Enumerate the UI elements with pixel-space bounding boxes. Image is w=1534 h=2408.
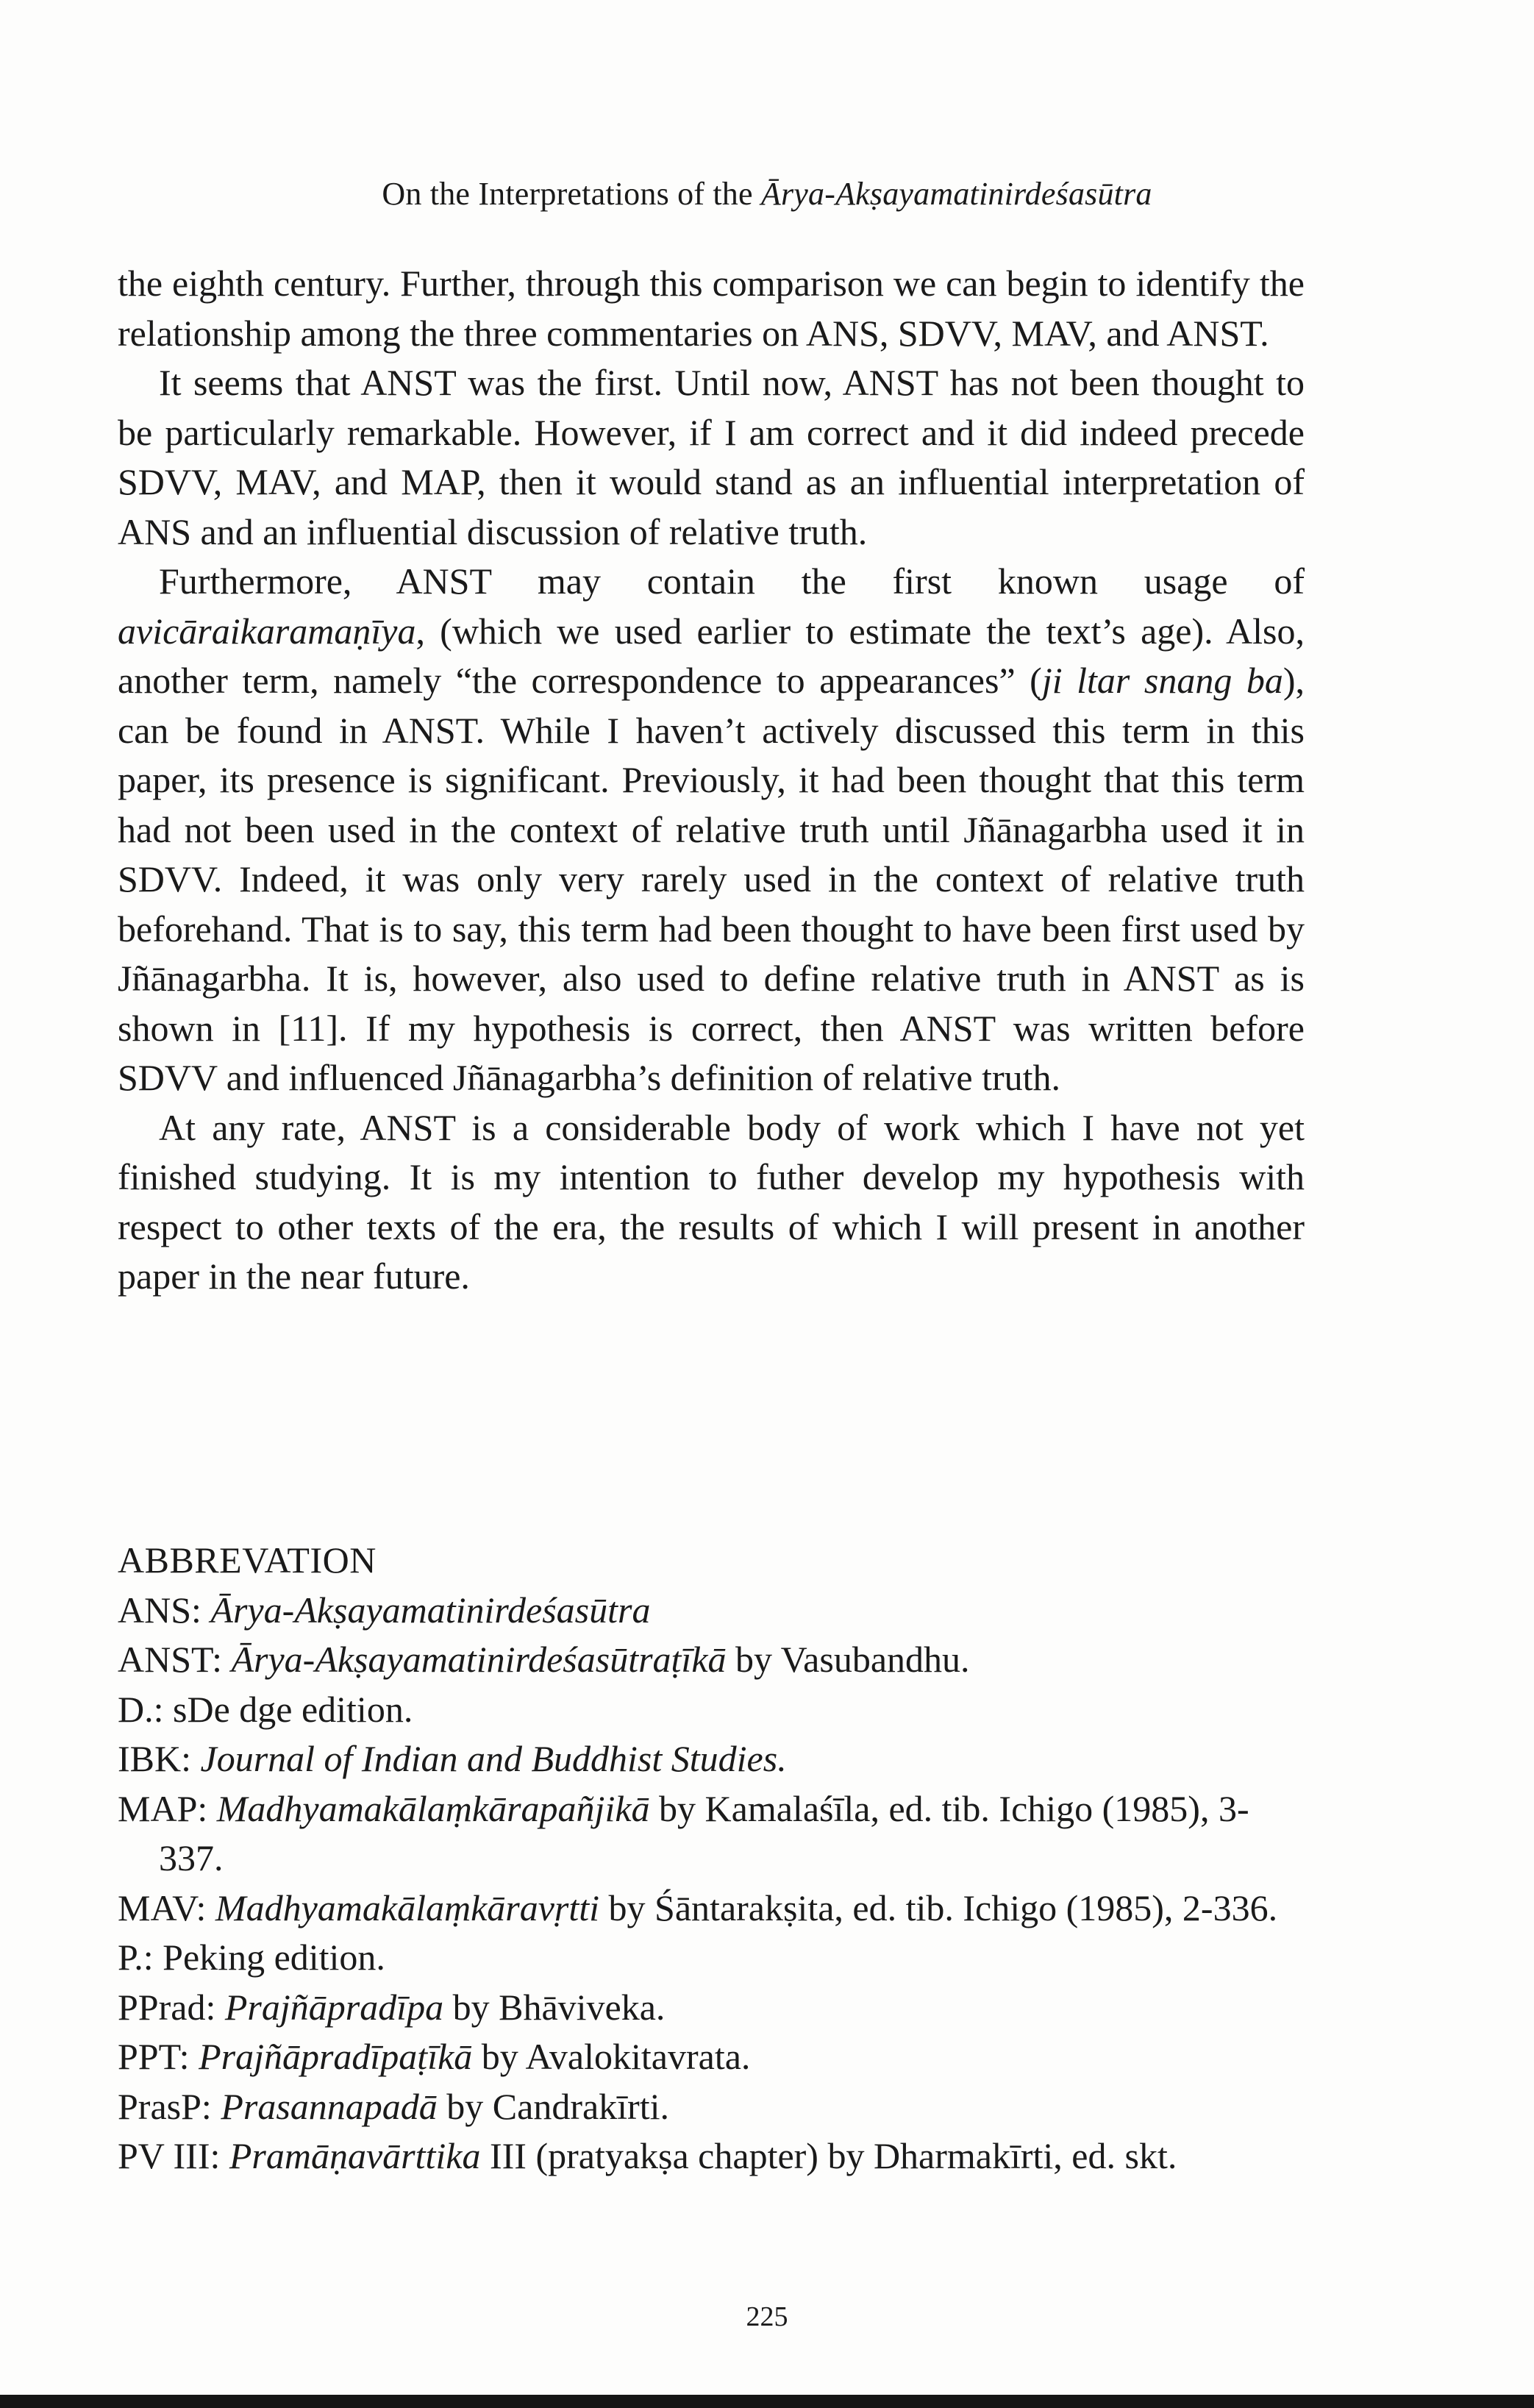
abbr-detail: sDe dge edition. xyxy=(173,1688,413,1730)
abbr-title: Madhyamakālaṃkārapañjikā xyxy=(216,1787,650,1829)
abbr-label: ANS: xyxy=(118,1589,211,1631)
abbr-detail: by Avalokitavrata. xyxy=(472,2036,751,2077)
abbreviation-entry-pprad xyxy=(118,1983,1305,2033)
abbr-title: Madhyamakālaṃkāravṛtti xyxy=(215,1887,600,1928)
abbr-label: P.: xyxy=(118,1937,163,1978)
paragraph-3-part-2: , (which we used earlier to estimate the text’s age). Also, another term, namely “the correspondence to appearances” ( xyxy=(118,610,1305,701)
abbr-label: ANST: xyxy=(118,1639,232,1680)
abbreviation-entry-ans xyxy=(118,1586,1305,1636)
abbr-title: Prajñāpradīpaṭīkā xyxy=(199,2036,473,2077)
abbreviation-heading: ABBREVATION xyxy=(118,1539,377,1581)
abbr-label: PrasP: xyxy=(118,2085,221,2127)
abbr-detail: by Kamalaśīla, ed. tib. Ichigo (1985), 3-337. xyxy=(159,1787,1249,1878)
running-header xyxy=(0,175,1534,213)
scan-bottom-edge xyxy=(0,2395,1534,2408)
running-header-text: On the Interpretations of the xyxy=(382,176,761,212)
abbreviation-entry-mav xyxy=(118,1884,1305,1934)
abbr-label: IBK: xyxy=(118,1738,201,1779)
paragraph-4: At any rate, ANST is a considerable body of work which I have not yet finished studying. It is my intention to futher develop my hypothesis with respect to other texts of the era, the results of which I will present in another paper in the near future. xyxy=(118,1106,1305,1297)
abbreviation-entry-ibk xyxy=(118,1734,1305,1784)
abbr-title: Prajñāpradīpa xyxy=(224,1986,444,2028)
abbr-detail: by Candrakīrti. xyxy=(437,2085,669,2127)
abbr-detail: by Vasubandhu. xyxy=(726,1639,970,1680)
abbreviation-entry-p xyxy=(118,1933,1305,1983)
abbr-title: Prasannapadā xyxy=(221,2085,438,2127)
abbreviation-entry-pv-iii xyxy=(118,2131,1305,2181)
abbreviation-entry-anst xyxy=(118,1635,1305,1685)
abbreviation-section xyxy=(118,1536,1305,2181)
abbreviation-entry-ppt xyxy=(118,2032,1305,2082)
abbreviation-entry-d xyxy=(118,1685,1305,1735)
abbr-detail: Peking edition. xyxy=(163,1937,385,1978)
abbr-detail: III (pratyakṣa chapter) by Dharmakīrti, ed. skt. xyxy=(480,2135,1177,2176)
paragraph-1: the eighth century. Further, through this comparison we can begin to identify the relationship among the three commentaries on ANS, SDVV, MAV, and ANST. xyxy=(118,263,1305,354)
main-text xyxy=(118,259,1305,1302)
term-avicaraikaramaniya: avicāraikaramaṇīya xyxy=(118,610,416,652)
paragraph-3-part-1: Furthermore, ANST may contain the first known usage of xyxy=(159,560,1305,602)
abbr-title: Journal of Indian and Buddhist Studies. xyxy=(200,1738,787,1779)
abbr-detail: by Bhāviveka. xyxy=(443,1986,666,2028)
paragraph-3-part-3: ), can be found in ANST. While I haven’t actively discussed this term in this paper, its presence is significant. Previously, it had been thought that this term had not been used in the context of relative truth until Jñānagarbha used it in SDVV. Indeed, it was only very rarely used in the context of relative truth beforehand. That is to say, this term had been thought to have been first used by Jñānagarbha. It is, however, also used to define relative truth in ANST as is shown in [11]. If my hypothesis is correct, then ANST was written before SDVV and influenced Jñānagarbha’s definition of relative truth. xyxy=(118,660,1305,1098)
abbreviation-entry-prasp xyxy=(118,2082,1305,2132)
page-number: 225 xyxy=(746,2301,788,2332)
term-ji-ltar-snang-ba: ji ltar snang ba xyxy=(1041,660,1283,701)
abbr-detail: by Śāntarakṣita, ed. tib. Ichigo (1985), 2-336. xyxy=(599,1887,1278,1928)
abbr-title: Ārya-Akṣayamatinirdeśasūtra xyxy=(210,1589,651,1631)
paragraph-3 xyxy=(118,557,1305,1103)
abbr-label: PPrad: xyxy=(118,1986,225,2028)
abbr-title: Pramāṇavārttika xyxy=(229,2135,481,2176)
running-header-sutra-title: Ārya-Akṣayamatinirdeśasūtra xyxy=(760,176,1152,212)
abbr-label: MAP: xyxy=(118,1787,217,1829)
abbr-label: PPT: xyxy=(118,2036,199,2077)
abbr-label: MAV: xyxy=(118,1887,215,1928)
abbr-title: Ārya-Akṣayamatinirdeśasūtraṭīkā xyxy=(231,1639,727,1680)
paragraph-2: It seems that ANST was the first. Until now, ANST has not been thought to be particularly remarkable. However, if I am correct and it did indeed precede SDVV, MAV, and MAP, then it would stand as an influential interpretation of ANS and an influential discussion of relative truth. xyxy=(118,362,1305,552)
abbreviation-entry-map xyxy=(118,1784,1305,1884)
abbr-label: D.: xyxy=(118,1688,173,1730)
abbr-label: PV III: xyxy=(118,2135,229,2176)
